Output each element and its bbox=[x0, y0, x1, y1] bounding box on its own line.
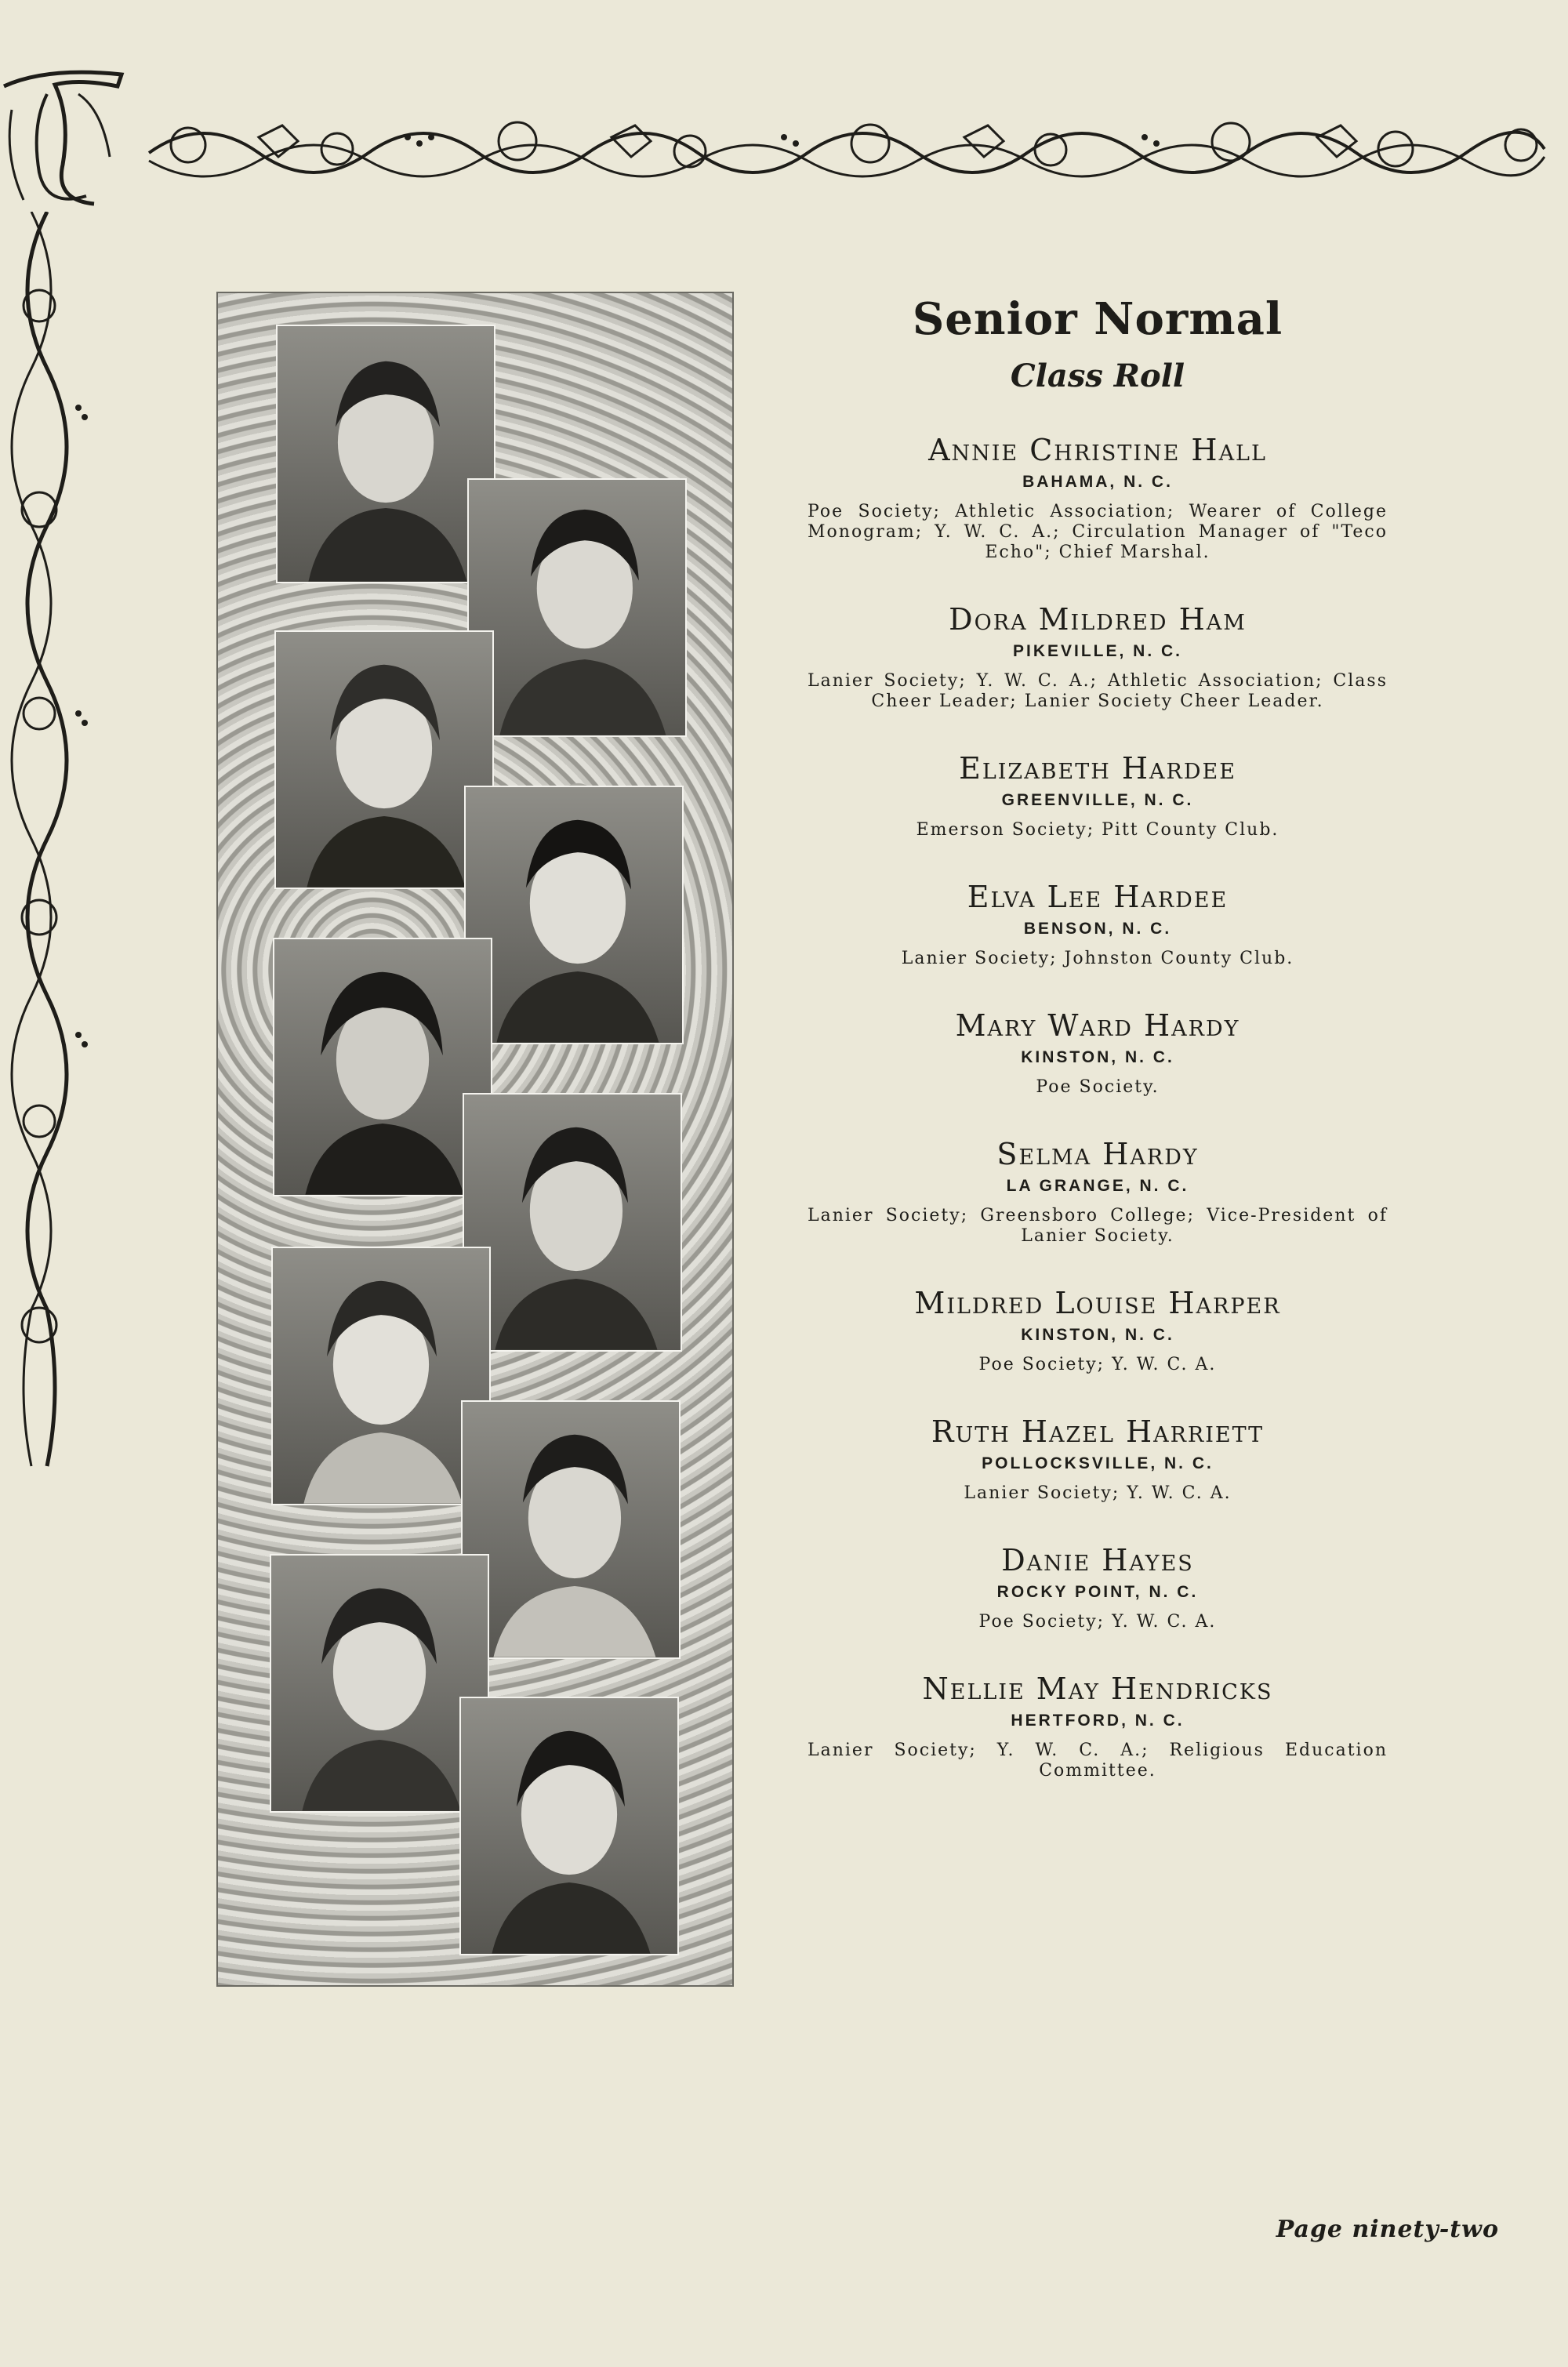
student-hometown: HERTFORD, N. C. bbox=[1011, 1712, 1185, 1730]
student-hometown: LA GRANGE, N. C. bbox=[1006, 1177, 1189, 1195]
portrait-icon bbox=[278, 326, 494, 582]
student-activities: Lanier Society; Y. W. C. A.; Religious Education Committee. bbox=[808, 1741, 1388, 1781]
section-title: Senior Normal bbox=[912, 293, 1283, 345]
portrait-icon bbox=[463, 1402, 679, 1657]
student-activities: Poe Society. bbox=[1036, 1077, 1160, 1097]
portrait-photo-6 bbox=[463, 1093, 682, 1352]
student-activities: Poe Society; Athletic Association; Wearer of College Monogram; Y. W. C. A.; Circulation Manager of "Teco Echo"; Chief Marshal. bbox=[808, 502, 1388, 562]
student-name: Selma Hardy bbox=[996, 1137, 1199, 1171]
roll-entry bbox=[800, 601, 1396, 712]
portrait-icon bbox=[461, 1698, 677, 1954]
portrait-photo-10 bbox=[459, 1697, 679, 1955]
student-hometown: GREENVILLE, N. C. bbox=[1001, 791, 1194, 809]
student-name: Ruth Hazel Harriett bbox=[931, 1414, 1265, 1449]
student-name: Annie Christine Hall bbox=[928, 433, 1267, 467]
header-vine-ornament-icon bbox=[141, 106, 1552, 192]
side-vine-ornament-icon bbox=[0, 212, 94, 1490]
student-name: Mary Ward Hardy bbox=[955, 1008, 1240, 1043]
student-activities: Emerson Society; Pitt County Club. bbox=[916, 820, 1279, 840]
class-roll bbox=[800, 292, 1396, 1819]
student-name: Dora Mildred Ham bbox=[949, 602, 1247, 637]
roll-entry bbox=[800, 1284, 1396, 1375]
student-activities: Lanier Society; Y. W. C. A. bbox=[964, 1483, 1232, 1503]
portrait-icon bbox=[466, 787, 682, 1043]
roll-entry bbox=[800, 431, 1396, 563]
portrait-icon bbox=[464, 1095, 681, 1350]
student-name: Elizabeth Hardee bbox=[959, 751, 1236, 786]
student-activities: Lanier Society; Y. W. C. A.; Athletic Association; Class Cheer Leader; Lanier Society Cheer Leader. bbox=[808, 671, 1388, 711]
portrait-photo-4 bbox=[464, 786, 684, 1044]
portrait-photo-9 bbox=[270, 1554, 489, 1813]
student-activities: Poe Society; Y. W. C. A. bbox=[978, 1355, 1217, 1374]
roll-entry bbox=[800, 1413, 1396, 1504]
student-activities: Poe Society; Y. W. C. A. bbox=[978, 1612, 1217, 1632]
roll-entry bbox=[800, 878, 1396, 969]
portrait-photo-1 bbox=[276, 325, 495, 583]
portrait-photo-5 bbox=[273, 938, 492, 1196]
roll-entry bbox=[800, 1670, 1396, 1781]
student-name: Elva Lee Hardee bbox=[967, 880, 1229, 914]
student-activities: Lanier Society; Johnston County Club. bbox=[901, 949, 1294, 968]
student-name: Mildred Louise Harper bbox=[914, 1286, 1281, 1320]
student-name: Nellie May Hendricks bbox=[922, 1672, 1273, 1706]
student-hometown: PIKEVILLE, N. C. bbox=[1012, 642, 1183, 660]
portrait-icon bbox=[469, 480, 685, 735]
page-number: Page ninety-two bbox=[1276, 2216, 1499, 2243]
portrait-icon bbox=[271, 1556, 488, 1811]
student-hometown: KINSTON, N. C. bbox=[1021, 1048, 1174, 1066]
portrait-photo-2 bbox=[467, 478, 687, 737]
student-hometown: BENSON, N. C. bbox=[1023, 920, 1172, 938]
roll-entry bbox=[800, 1541, 1396, 1632]
student-hometown: ROCKY POINT, N. C. bbox=[996, 1583, 1199, 1601]
student-hometown: KINSTON, N. C. bbox=[1021, 1326, 1174, 1344]
student-hometown: POLLOCKSVILLE, N. C. bbox=[982, 1454, 1214, 1472]
portrait-icon bbox=[276, 632, 492, 888]
portrait-icon bbox=[273, 1248, 489, 1504]
roll-entry bbox=[800, 1007, 1396, 1098]
portrait-photo-3 bbox=[274, 630, 494, 889]
student-name: Danie Hayes bbox=[1001, 1543, 1194, 1577]
portrait-photo-8 bbox=[461, 1400, 681, 1659]
student-activities: Lanier Society; Greensboro College; Vice-President of Lanier Society. bbox=[808, 1206, 1388, 1246]
roll-entry bbox=[800, 1135, 1396, 1247]
portrait-icon bbox=[274, 939, 491, 1195]
student-hometown: BAHAMA, N. C. bbox=[1022, 473, 1173, 491]
portrait-photo-7 bbox=[271, 1247, 491, 1505]
portrait-panel bbox=[216, 292, 734, 1987]
decorative-initial-t-icon bbox=[0, 63, 125, 212]
roll-entry bbox=[800, 750, 1396, 840]
section-subtitle: Class Roll bbox=[1010, 358, 1185, 394]
